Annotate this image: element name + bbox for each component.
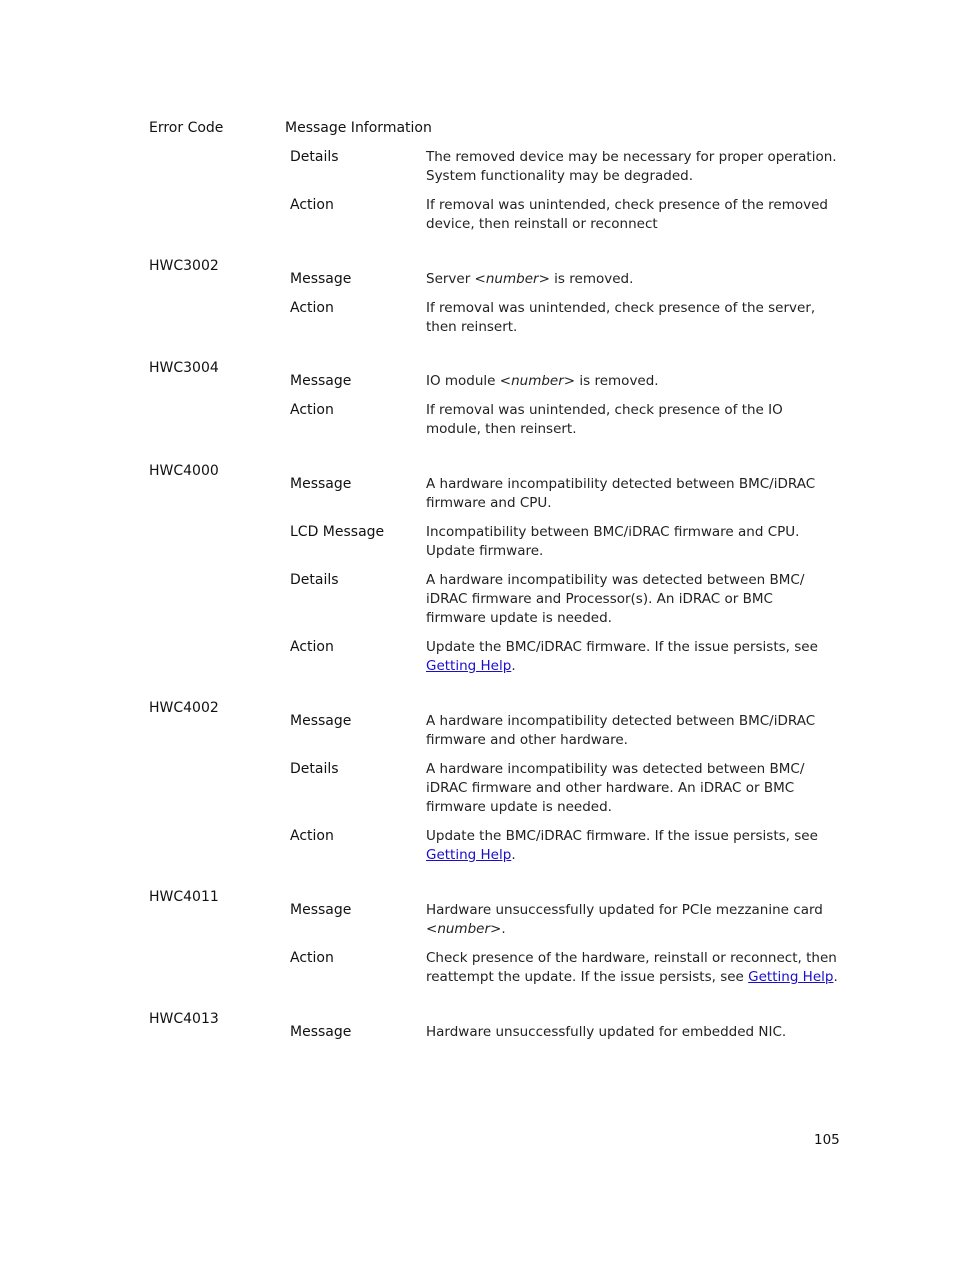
error-code-hwc3002: HWC3002 — [149, 258, 219, 274]
error-code-hwc4000: HWC4000 — [149, 463, 219, 479]
message-text: Server <number> is removed. — [426, 271, 634, 287]
message-label: Message — [290, 476, 352, 492]
details-text: A hardware incompatibility was detected between BMC/ iDRAC firmware and other hardware. An iDRAC or BMC firmware update is needed. — [426, 761, 805, 815]
details-text: The removed device may be necessary for proper operation. System functionality may be degraded. — [426, 149, 837, 184]
getting-help-link[interactable]: Getting Help — [426, 847, 512, 863]
message-label: Message — [290, 713, 352, 729]
details-label: Details — [290, 572, 339, 588]
header-error-code: Error Code — [149, 120, 224, 136]
action-label: Action — [290, 828, 334, 844]
lcd-message-text: Incompatibility between BMC/iDRAC firmware and CPU. Update firmware. — [426, 524, 800, 559]
action-text: Check presence of the hardware, reinstall or reconnect, then reattempt the update. If the issue persists, see Getting Help. — [426, 950, 838, 985]
action-text: If removal was unintended, check presence of the server, then reinsert. — [426, 300, 816, 335]
action-text: Update the BMC/iDRAC firmware. If the issue persists, see Getting Help. — [426, 828, 818, 863]
action-label: Action — [290, 197, 334, 213]
message-label: Message — [290, 1024, 352, 1040]
details-text: A hardware incompatibility was detected between BMC/ iDRAC firmware and Processor(s). An iDRAC or BMC firmware update is needed. — [426, 572, 805, 626]
action-text: If removal was unintended, check presence of the removed device, then reinstall or reconnect — [426, 197, 828, 232]
header-message-information: Message Information — [285, 120, 432, 136]
message-label: Message — [290, 373, 352, 389]
message-text: IO module <number> is removed. — [426, 373, 659, 389]
action-label: Action — [290, 300, 334, 316]
action-text: If removal was unintended, check presence of the IO module, then reinsert. — [426, 402, 783, 437]
action-label: Action — [290, 950, 334, 966]
details-label: Details — [290, 149, 339, 165]
error-code-hwc4011: HWC4011 — [149, 889, 219, 905]
getting-help-link[interactable]: Getting Help — [426, 658, 512, 674]
message-text: A hardware incompatibility detected between BMC/iDRAC firmware and other hardware. — [426, 713, 816, 748]
message-label: Message — [290, 271, 352, 287]
lcd-message-label: LCD Message — [290, 524, 385, 540]
error-code-hwc4013: HWC4013 — [149, 1011, 219, 1027]
message-text: Hardware unsuccessfully updated for embedded NIC. — [426, 1024, 787, 1040]
message-label: Message — [290, 902, 352, 918]
action-text: Update the BMC/iDRAC firmware. If the issue persists, see Getting Help. — [426, 639, 818, 674]
error-code-hwc3004: HWC3004 — [149, 360, 219, 376]
action-label: Action — [290, 402, 334, 418]
error-code-hwc4002: HWC4002 — [149, 700, 219, 716]
getting-help-link[interactable]: Getting Help — [748, 969, 834, 985]
message-text: Hardware unsuccessfully updated for PCIe mezzanine card <number>. — [426, 902, 823, 937]
page-number: 105 — [814, 1132, 840, 1148]
details-label: Details — [290, 761, 339, 777]
action-label: Action — [290, 639, 334, 655]
message-text: A hardware incompatibility detected between BMC/iDRAC firmware and CPU. — [426, 476, 816, 511]
